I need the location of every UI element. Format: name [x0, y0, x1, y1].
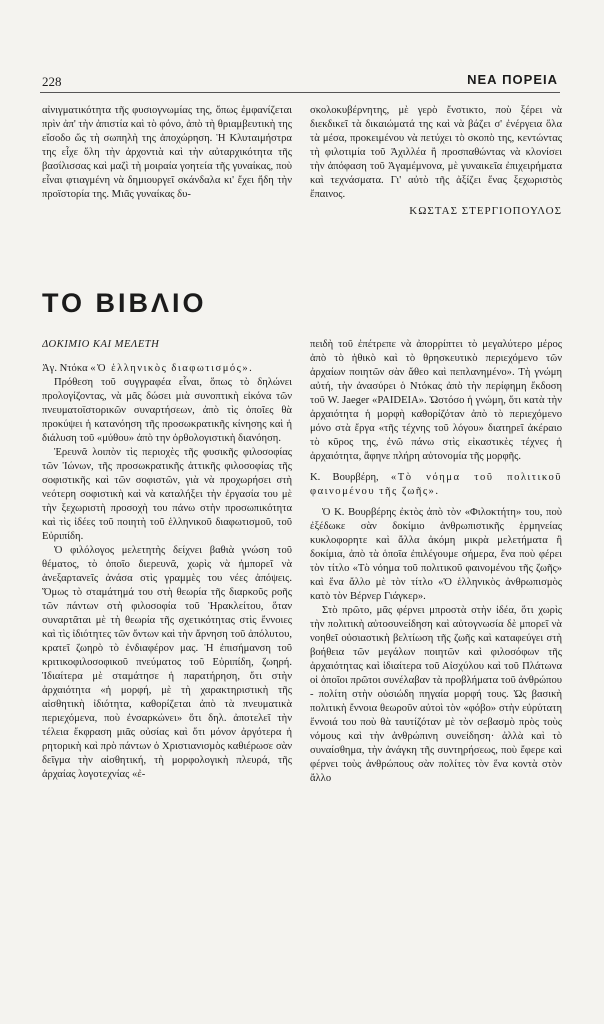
review1-paragraph: Πρόθεση τοῦ συγγραφέα εἶναι, ὅπως τὸ δηλώνει προλογίζοντας, νὰ μᾶς δώσει μιὰ συνοπτικὴ εἰκόνα τῶν πνευματοϊστορικῶν συναρτήσεων, ἀπὸ τὶς ὁποῖες θὰ προκύψει ἡ κατανόηση τῆς προσωκρατικῆς κίνησης καὶ ἡ διάλυση τοῦ «μύθου» ἀπὸ την ὀρθολογιστικὴ διανόηση. — [42, 377, 292, 444]
page-number: 228 — [42, 74, 62, 89]
article-end-right-column — [310, 104, 562, 264]
article-end-left-column — [42, 104, 292, 264]
running-title: ΝΕΑ ΠΟΡΕΙΑ — [467, 72, 558, 87]
review1-title: «Ὁ ἑλληνικὸς διαφωτισμός». — [90, 363, 254, 374]
section-heading: ΤΟ ΒΙΒΛΙΟ — [42, 288, 207, 318]
review2-author: Κ. Βουρβέρη, — [310, 472, 379, 483]
review1-continuation: πειδὴ τοῦ ἐπέτρεπε νὰ ἀπορρίπτει τὸ μεγαλύτερο μέρος ἀπὸ τὸ ἠθικὸ καὶ τὸ θρησκευτικὸ περιεχόμενο τῶν ἀρχαίων ποιητῶν σὰν ἄθεο καὶ πεπλανημένο». Τὴ γνώμη αὐτή, τὴν ἀνασύρει ὁ Ντόκας ἀπὸ τὴν περίφημη ἔκδοση τοῦ W. Jaeger «PAIDEIA». Ὡστόσο ἡ γνώμη, ὅτι κατὰ τὴν ἀρχαιότητα ἡ μορφὴ καθορίζόταν ἀπὸ τὸ περιεχόμενο μόνο στὰ ἔργα «τῆς τέχνης τοῦ λόγου» διατηρεῖ ἀκέραιο τὸ κῦρος της, ἐνῶ πάνω στὶς εἰκαστικὲς τέχνες ἡ ἀρχαιότητα, ἄφηνε πλήρη αὐτονομία τῆς μορφῆς. — [310, 339, 562, 462]
article-author-signature: ΚΩΣΤΑΣ ΣΤΕΡΓΙΟΠΟΥΛΟΣ — [409, 205, 562, 217]
review2-paragraph: Στὸ πρῶτο, μᾶς φέρνει μπροστὰ στὴν ἰδέα, ὅτι χωρὶς τὴν πολιτικὴ αὐτοσυνείδηση καὶ αὐτογνωσία δὲ μπορεῖ νὰ νοηθεῖ οὐσιαστικὴ βελτίωση τῆς ζωῆς καὶ καταφεύγει στὴ βοήθεια τῶν μεγάλων ποιητῶν καὶ φιλοσόφων τῆς ἀρχαιότητας καὶ ἰδιαίτερα τοῦ Αἰσχύλου καὶ τοῦ Πλάτωνα οἱ ὁποῖοι πρῶτοι συνέλαβαν τὰ προβλήματα τοῦ ἀνθρώπου - πολίτη στὴν οὐσιώδη πηγαία μορφή τους. Ὡς βασικὴ πολιτικὴ ἔννοια θεωροῦν αὐτοὶ τὸν «φόβο» στὴν εὐρύτατη ἔννοιά του ποὺ θὰ ταυτίζόταν μὲ τὸν σεβασμὸ πρὸς τοὺς νόμους καὶ τὴν ἀνθρώπινη συνείδηση· ἀλλὰ καὶ τὸ συναίσθημα, τὴν ἀνάγκη τῆς συντηρήσεως, ποὺ ἔφερε καὶ φέρνει τοὺς ἀνθρώπους σὰν πολίτες τὸν ἕνα κοντὰ στὸν ἄλλο — [310, 605, 562, 784]
review2-paragraph: Ὁ Κ. Βουρβέρης ἐκτὸς ἀπὸ τὸν «Φιλοκτήτη» του, ποὺ ἐξέδωκε σὰν δοκίμιο ἀνθρωπιστικῆς ἑρμηνείας κυκλοφορητε καὶ ἄλλα ἀκόμη μικρὰ μελετήματα ἢ δοκίμια, ἀπὸ τὰ ὁποῖα ἐπιλέγουμε σήμερα, ἕνα ποὺ φέρει τὸν τίτλο «Τὸ νόημα τοῦ πολιτικοῦ φαινομένου τῆς ζωῆς» καὶ ἕνα ἄλλο μὲ τὸν τίτλο «Ὁ ἑλληνικὸς ἀνθρωπισμὸς κατὸ τὸν Βέρνερ Γιάγκερ». — [310, 507, 562, 602]
review2-heading — [310, 471, 562, 499]
spacer — [310, 499, 562, 506]
review1-author: Ἀγ. Ντόκα — [42, 363, 88, 374]
reviews-left-column — [42, 338, 292, 1014]
review1-paragraph: Ἐρευνᾶ λοιπὸν τὶς περιοχὲς τῆς φυσικῆς φιλοσοφίας τῶν Ἰώνων, τῆς προσωκρατικῆς ἀττικῆς φιλοσοφίας τῆς σοφιστικῆς καὶ τῶν σοφιστῶν, γιὰ νὰ προχωρήσει στὴ νεότερη σοφιστικὴ καὶ νὰ καταλήξει τὴν ἐργασία του μὲ τὴν ξεχωριστὴ προσοχὴ του πάνω στὴν προσωπικότητα καὶ τὶς ἰδέες τοῦ ποιητὴ τοῦ ἑλληνικοῦ διαφωτισμοῦ, τοῦ Εὐριπίδη. — [42, 447, 292, 542]
spacer — [310, 464, 562, 471]
section-subheading: ΔΟΚΙΜΙΟ ΚΑΙ ΜΕΛΕΤΗ — [42, 339, 160, 350]
reviews-right-column — [310, 338, 562, 1014]
article-end-right-text: σκολοκυβέρνητης, μὲ γερὸ ἔνστικτο, ποὺ ξέρει νὰ διεκδικεῖ τὰ δικαιώματά της καὶ νὰ βάζει σ' ἐνέργεια ὅλα τὰ μέσα, προκειμένου νὰ πετύχει τὸ σκοπὸ της, κεντώντας τὴ φιλοτιμία τοῦ Ἀχιλλέα ἢ προσπαθώντας νὰ κλονίσει τὴν ἀπόφαση τοῦ Ἀγαμέμνονα, μὲ γυναικεῖα ἐπιχειρήματα καὶ τεχνάσματα. Γι' αὐτὸ τῆς ἀξίζει ἕνας ξεχωριστὸς ἔπαινος. — [310, 105, 562, 200]
article-end-left-text: αἰνιγματικότητα τῆς φυσιογνωμίας της, ὅπως ἐμφανίζεται πρὶν ἀπ' τὴν ἀπιστία καὶ τὸ φόνο, ἀπὸ τὴ θριαμβευτικὴ της εἴσοδο ὥς τὴ σωπηλὴ της ἀποχώρηση. Ἡ Κλυταιμήστρα της εἶχε ὅλη τὴν ἀρχοντιὰ καὶ τὴν αὐταρχικότητα τῆς βασίλισσας καὶ μαζὶ τὴ μοιραία γοητεία τῆς γυναίκας, ποὺ εἶναι φτιαγμένη νὰ δημιουργεῖ σκάνδαλα κι' ἔχει ἤδη τὴν προϊστορία της. Μιᾶς γυναίκας δυ- — [42, 105, 292, 200]
review2-title: «Τὸ νόημα τοῦ πολιτικοῦ φαινομένου τῆς ζωῆς». — [310, 472, 562, 497]
header-rule — [40, 92, 560, 93]
review1-paragraph: Ὁ φιλόλογος μελετητὴς δείχνει βαθιὰ γνώση τοῦ θέματος, τὸ ὁποῖο διερευνᾶ, χωρὶς νὰ ἠμπορεῖ νὰ ἀνεξαρτανεῖς ἀνάσα στὶς γραμμὲς του νέες ἀπόψεις. Ὅμως τὸ σταμάτημά του στὴ θεωρία τῆς διαρκοῦς ροῆς τῶν πάντων στὴ φιλοσοφία τοῦ Ἡρακλείτου, ὅταν συναρτᾶται μὲ τὴ θεωρία τῆς σχετικότητας στὶς ἔννοιες καὶ τὶς ἰδιότητες τῶν ὄντων καὶ τὴν ἄρνηση τοῦ ἀπόλυτου, κρατεῖ ζωηρὸ τὸ ἐνδιαφέρον μας. Ἡ ἐπισήμανση τοῦ κριτικοφιλοσοφικοῦ πνεύματος τοῦ Εὐριπίδη, ζωηρή. Ἰδιαίτερα μὲ σταμάτησε ἡ παρατήρηση, ὅτι στὴν ἀρχαιότητα «ἡ μορφή, μὲ τὴ χαρακτηριστικὴ τῆς αἰσθητικὴ ἰδιότητα, καθορίζεται ἀπὸ τὰ πνευματικὰ περιεχόμενα, ποὺ ἐνσαρκώνει» ὅτι δηλ. ἀποτελεῖ τὴν τέλεια ἔκφραση μιᾶς οὐσίας καὶ ὅτι μόνον ἀργότερα ἡ ρητορικὴ καὶ πρὸ πάντων ὁ Χριστιανισμὸς καθιέρωσε σὰν δεῖγμα τὴν αἰσθητική, τὴ μορφολογικὴ πλευρά, τῆς ἀρχαίας λογοτεχνίας «ἐ- — [42, 545, 292, 780]
review1-heading — [42, 362, 292, 376]
